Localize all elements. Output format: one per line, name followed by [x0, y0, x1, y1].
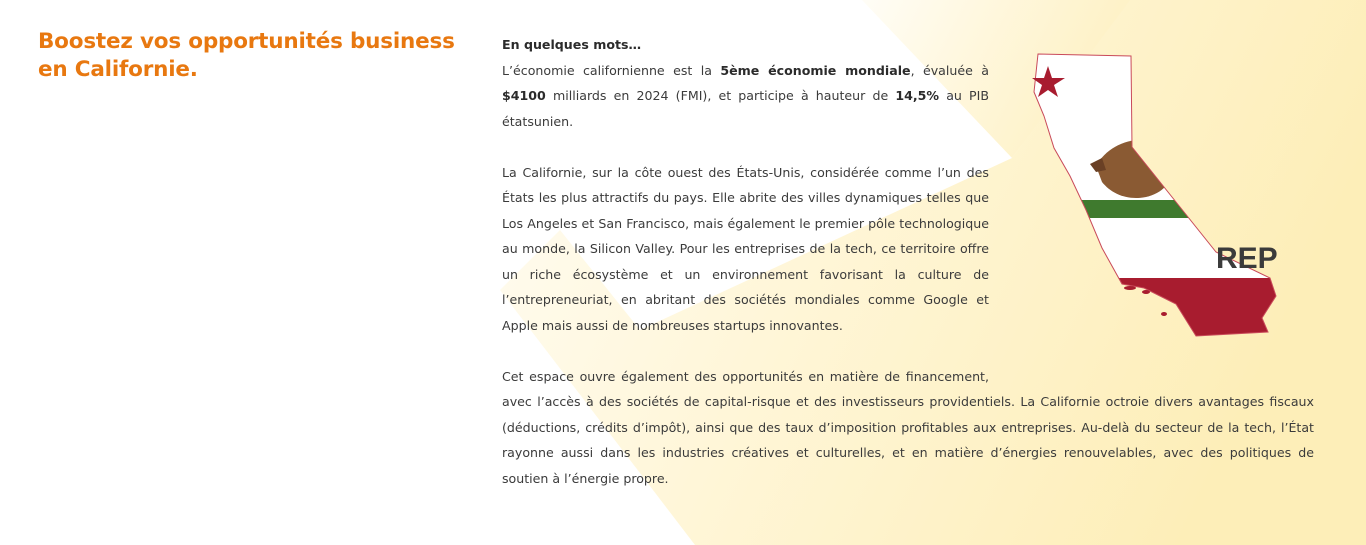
financing-rest: avec l’accès à des sociétés de capital-risque et des investisseurs providentiels. La Californie octroie divers avantages fiscaux (déductions, crédits d’impôt), ainsi que des taux d’imposition profitables aux entreprises. Au-delà du secteur de la tech, l’État rayonne aussi dans les industries créatives et culturelles, et en matière d’énergies renouvelables, avec des politiques de soutien à l’énergie propre. — [502, 394, 1314, 486]
intro-text-block — [502, 32, 1314, 491]
economy-value: $4100 — [502, 88, 546, 103]
economy-text-1: L’économie californienne est la — [502, 62, 721, 78]
economy-text-2: , évaluée à — [910, 62, 989, 78]
economy-text-4: au PIB étatsunien. — [502, 88, 989, 129]
intro-paragraph-economy — [502, 58, 989, 135]
gdp-share: 14,5% — [895, 88, 940, 103]
intro-paragraph-financing — [502, 364, 1314, 492]
economy-text-3: milliards en 2024 (FMI), et participe à hauteur de — [545, 88, 896, 103]
flag-text: REP — [1216, 242, 1278, 275]
intro-lead: En quelques mots… — [502, 37, 642, 52]
economy-rank: 5ème économie mondiale — [720, 62, 911, 78]
section-headline: Boostez vos opportunités business en Californie. — [38, 29, 455, 82]
financing-first-line: Cet espace ouvre également des opportunités en matière de financement, — [502, 368, 989, 384]
intro-paragraph-overview: La Californie, sur la côte ouest des États-Unis, considérée comme l’un des États les plus attractifs du pays. Elle abrite des villes dynamiques telles que Los Angeles et San Francisco, mais également le premier pôle technologique au monde, la Silicon Valley. Pour les entreprises de la tech, ce territoire offre un riche écosystème et un environnement favorisant la culture de l’entrepreneuriat, en abritant des sociétés mondiales comme Google et Apple mais aussi de nombreuses startups innovantes. — [502, 164, 989, 333]
